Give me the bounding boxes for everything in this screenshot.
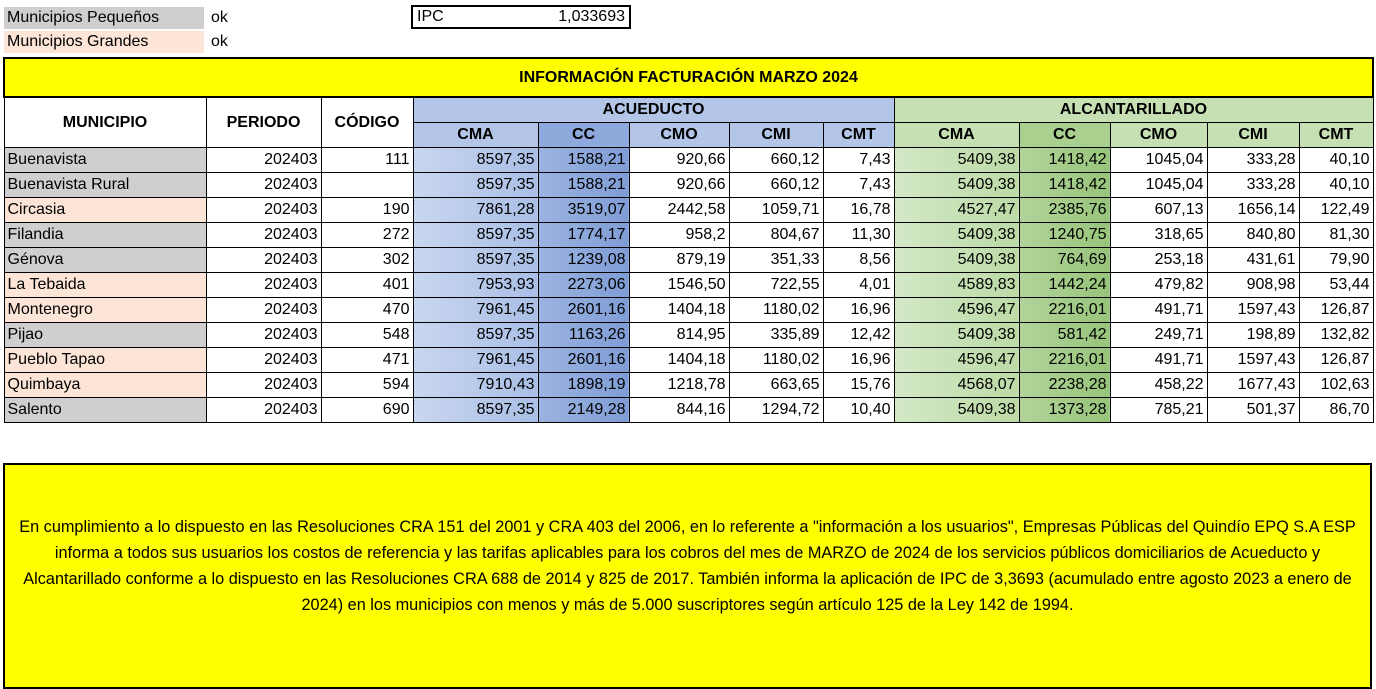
alc-cmi-cell: 501,37 bbox=[1207, 398, 1299, 423]
acu-cmo-cell: 844,16 bbox=[629, 398, 729, 423]
acu-cmo-cell: 1404,18 bbox=[629, 348, 729, 373]
acu-cc-cell: 1898,19 bbox=[538, 373, 629, 398]
acu-cma-cell: 8597,35 bbox=[413, 323, 538, 348]
alc-cmi-cell: 198,89 bbox=[1207, 323, 1299, 348]
periodo-cell: 202403 bbox=[206, 373, 321, 398]
acu-cma-cell: 7910,43 bbox=[413, 373, 538, 398]
periodo-cell: 202403 bbox=[206, 398, 321, 423]
periodo-cell: 202403 bbox=[206, 298, 321, 323]
municipio-cell: Pueblo Tapao bbox=[4, 348, 206, 373]
alc-cma-cell: 5409,38 bbox=[894, 323, 1019, 348]
acu-cmo-cell: 1218,78 bbox=[629, 373, 729, 398]
alc-cc-cell: 1373,28 bbox=[1019, 398, 1110, 423]
acu-cmo-cell: 879,19 bbox=[629, 248, 729, 273]
header-acu-cmi: CMI bbox=[729, 123, 823, 148]
alc-cmi-cell: 1677,43 bbox=[1207, 373, 1299, 398]
acu-cmo-cell: 814,95 bbox=[629, 323, 729, 348]
header-periodo: PERIODO bbox=[206, 97, 321, 148]
acu-cmt-cell: 16,78 bbox=[823, 198, 894, 223]
periodo-cell: 202403 bbox=[206, 323, 321, 348]
alc-cmt-cell: 53,44 bbox=[1299, 273, 1373, 298]
acu-cc-cell: 2149,28 bbox=[538, 398, 629, 423]
acu-cc-cell: 3519,07 bbox=[538, 198, 629, 223]
legend-big-label: Municipios Grandes bbox=[4, 31, 204, 53]
alc-cc-cell: 2238,28 bbox=[1019, 373, 1110, 398]
table-row bbox=[4, 373, 1373, 398]
header-alc-cmi: CMI bbox=[1207, 123, 1299, 148]
codigo-cell: 471 bbox=[321, 348, 413, 373]
acu-cmi-cell: 804,67 bbox=[729, 223, 823, 248]
acu-cmt-cell: 7,43 bbox=[823, 173, 894, 198]
alc-cmi-cell: 1597,43 bbox=[1207, 298, 1299, 323]
codigo-cell: 190 bbox=[321, 198, 413, 223]
periodo-cell: 202403 bbox=[206, 273, 321, 298]
acu-cma-cell: 8597,35 bbox=[413, 248, 538, 273]
acu-cmi-cell: 722,55 bbox=[729, 273, 823, 298]
acu-cma-cell: 7861,28 bbox=[413, 198, 538, 223]
acu-cmt-cell: 15,76 bbox=[823, 373, 894, 398]
periodo-cell: 202403 bbox=[206, 348, 321, 373]
table-row bbox=[4, 298, 1373, 323]
acu-cmo-cell: 1546,50 bbox=[629, 273, 729, 298]
acu-cc-cell: 1239,08 bbox=[538, 248, 629, 273]
header-acueducto: ACUEDUCTO bbox=[413, 97, 894, 123]
acu-cmo-cell: 2442,58 bbox=[629, 198, 729, 223]
alc-cc-cell: 1418,42 bbox=[1019, 148, 1110, 173]
acu-cc-cell: 2601,16 bbox=[538, 298, 629, 323]
acu-cmi-cell: 335,89 bbox=[729, 323, 823, 348]
header-acu-cma: CMA bbox=[413, 123, 538, 148]
acu-cc-cell: 1588,21 bbox=[538, 173, 629, 198]
header-alc-cma: CMA bbox=[894, 123, 1019, 148]
periodo-cell: 202403 bbox=[206, 223, 321, 248]
municipio-cell: Filandia bbox=[4, 223, 206, 248]
alc-cmo-cell: 458,22 bbox=[1110, 373, 1207, 398]
header-alc-cmt: CMT bbox=[1299, 123, 1373, 148]
acu-cmt-cell: 7,43 bbox=[823, 148, 894, 173]
ipc-box bbox=[411, 5, 631, 29]
alc-cmo-cell: 607,13 bbox=[1110, 198, 1207, 223]
alc-cmt-cell: 132,82 bbox=[1299, 323, 1373, 348]
alc-cmo-cell: 1045,04 bbox=[1110, 173, 1207, 198]
codigo-cell: 401 bbox=[321, 273, 413, 298]
acu-cmo-cell: 958,2 bbox=[629, 223, 729, 248]
acu-cmt-cell: 12,42 bbox=[823, 323, 894, 348]
acu-cc-cell: 2601,16 bbox=[538, 348, 629, 373]
codigo-cell: 548 bbox=[321, 323, 413, 348]
alc-cc-cell: 1418,42 bbox=[1019, 173, 1110, 198]
alc-cmo-cell: 249,71 bbox=[1110, 323, 1207, 348]
table-row bbox=[4, 323, 1373, 348]
alc-cmt-cell: 126,87 bbox=[1299, 298, 1373, 323]
alc-cmo-cell: 491,71 bbox=[1110, 348, 1207, 373]
municipio-cell: Buenavista bbox=[4, 148, 206, 173]
periodo-cell: 202403 bbox=[206, 198, 321, 223]
alc-cmi-cell: 333,28 bbox=[1207, 148, 1299, 173]
legend-small-label: Municipios Pequeños bbox=[4, 7, 204, 29]
ipc-value: 1,033693 bbox=[558, 8, 625, 25]
acu-cmo-cell: 920,66 bbox=[629, 173, 729, 198]
acu-cmi-cell: 660,12 bbox=[729, 148, 823, 173]
alc-cmi-cell: 840,80 bbox=[1207, 223, 1299, 248]
acu-cma-cell: 8597,35 bbox=[413, 398, 538, 423]
alc-cma-cell: 4527,47 bbox=[894, 198, 1019, 223]
municipio-cell: Quimbaya bbox=[4, 373, 206, 398]
alc-cmt-cell: 81,30 bbox=[1299, 223, 1373, 248]
acu-cma-cell: 8597,35 bbox=[413, 173, 538, 198]
header-municipio: MUNICIPIO bbox=[4, 97, 206, 148]
alc-cmi-cell: 908,98 bbox=[1207, 273, 1299, 298]
acu-cmi-cell: 351,33 bbox=[729, 248, 823, 273]
acu-cmi-cell: 663,65 bbox=[729, 373, 823, 398]
alc-cmt-cell: 122,49 bbox=[1299, 198, 1373, 223]
alc-cmt-cell: 40,10 bbox=[1299, 148, 1373, 173]
codigo-cell: 111 bbox=[321, 148, 413, 173]
alc-cma-cell: 5409,38 bbox=[894, 148, 1019, 173]
periodo-cell: 202403 bbox=[206, 248, 321, 273]
alc-cc-cell: 581,42 bbox=[1019, 323, 1110, 348]
acu-cc-cell: 1163,26 bbox=[538, 323, 629, 348]
acu-cc-cell: 1774,17 bbox=[538, 223, 629, 248]
alc-cma-cell: 5409,38 bbox=[894, 248, 1019, 273]
table-title: INFORMACIÓN FACTURACIÓN MARZO 2024 bbox=[4, 58, 1373, 97]
codigo-cell: 272 bbox=[321, 223, 413, 248]
acu-cma-cell: 7953,93 bbox=[413, 273, 538, 298]
alc-cmo-cell: 785,21 bbox=[1110, 398, 1207, 423]
alc-cc-cell: 1240,75 bbox=[1019, 223, 1110, 248]
table-row bbox=[4, 148, 1373, 173]
alc-cma-cell: 4589,83 bbox=[894, 273, 1019, 298]
table-row bbox=[4, 198, 1373, 223]
periodo-cell: 202403 bbox=[206, 148, 321, 173]
table-row bbox=[4, 398, 1373, 423]
alc-cmi-cell: 1656,14 bbox=[1207, 198, 1299, 223]
table-row bbox=[4, 248, 1373, 273]
acu-cmt-cell: 16,96 bbox=[823, 298, 894, 323]
table-row bbox=[4, 173, 1373, 198]
alc-cmo-cell: 491,71 bbox=[1110, 298, 1207, 323]
alc-cc-cell: 764,69 bbox=[1019, 248, 1110, 273]
municipio-cell: Génova bbox=[4, 248, 206, 273]
alc-cmo-cell: 1045,04 bbox=[1110, 148, 1207, 173]
alc-cma-cell: 5409,38 bbox=[894, 223, 1019, 248]
acu-cma-cell: 8597,35 bbox=[413, 148, 538, 173]
table-row bbox=[4, 223, 1373, 248]
ipc-label: IPC bbox=[417, 8, 444, 25]
alc-cmt-cell: 126,87 bbox=[1299, 348, 1373, 373]
legend-small-value: ok bbox=[211, 9, 228, 26]
alc-cmt-cell: 79,90 bbox=[1299, 248, 1373, 273]
acu-cmt-cell: 11,30 bbox=[823, 223, 894, 248]
alc-cma-cell: 5409,38 bbox=[894, 398, 1019, 423]
table-row bbox=[4, 348, 1373, 373]
alc-cc-cell: 2216,01 bbox=[1019, 348, 1110, 373]
header-alc-cmo: CMO bbox=[1110, 123, 1207, 148]
alc-cma-cell: 5409,38 bbox=[894, 173, 1019, 198]
table-body bbox=[4, 148, 1373, 423]
acu-cma-cell: 8597,35 bbox=[413, 223, 538, 248]
codigo-cell: 302 bbox=[321, 248, 413, 273]
municipio-cell: Circasia bbox=[4, 198, 206, 223]
alc-cc-cell: 1442,24 bbox=[1019, 273, 1110, 298]
codigo-cell: 690 bbox=[321, 398, 413, 423]
header-acu-cmo: CMO bbox=[629, 123, 729, 148]
alc-cc-cell: 2385,76 bbox=[1019, 198, 1110, 223]
alc-cmo-cell: 479,82 bbox=[1110, 273, 1207, 298]
acu-cmo-cell: 920,66 bbox=[629, 148, 729, 173]
municipio-cell: Pijao bbox=[4, 323, 206, 348]
alc-cmi-cell: 333,28 bbox=[1207, 173, 1299, 198]
periodo-cell: 202403 bbox=[206, 173, 321, 198]
acu-cc-cell: 1588,21 bbox=[538, 148, 629, 173]
header-acu-cmt: CMT bbox=[823, 123, 894, 148]
billing-table bbox=[3, 57, 1374, 423]
header-acu-cc: CC bbox=[538, 123, 629, 148]
table-row bbox=[4, 273, 1373, 298]
acu-cmt-cell: 8,56 bbox=[823, 248, 894, 273]
alc-cmt-cell: 102,63 bbox=[1299, 373, 1373, 398]
header-alcantarillado: ALCANTARILLADO bbox=[894, 97, 1373, 123]
alc-cma-cell: 4596,47 bbox=[894, 348, 1019, 373]
header-codigo: CÓDIGO bbox=[321, 97, 413, 148]
municipio-cell: Buenavista Rural bbox=[4, 173, 206, 198]
acu-cmi-cell: 1180,02 bbox=[729, 298, 823, 323]
codigo-cell bbox=[321, 173, 413, 198]
acu-cmi-cell: 660,12 bbox=[729, 173, 823, 198]
legend-big-value: ok bbox=[211, 33, 228, 50]
notice-box bbox=[3, 463, 1372, 689]
acu-cmi-cell: 1294,72 bbox=[729, 398, 823, 423]
alc-cma-cell: 4568,07 bbox=[894, 373, 1019, 398]
alc-cmi-cell: 1597,43 bbox=[1207, 348, 1299, 373]
municipio-cell: Salento bbox=[4, 398, 206, 423]
acu-cma-cell: 7961,45 bbox=[413, 298, 538, 323]
alc-cma-cell: 4596,47 bbox=[894, 298, 1019, 323]
alc-cmt-cell: 40,10 bbox=[1299, 173, 1373, 198]
municipio-cell: Montenegro bbox=[4, 298, 206, 323]
alc-cc-cell: 2216,01 bbox=[1019, 298, 1110, 323]
acu-cma-cell: 7961,45 bbox=[413, 348, 538, 373]
acu-cc-cell: 2273,06 bbox=[538, 273, 629, 298]
acu-cmi-cell: 1059,71 bbox=[729, 198, 823, 223]
codigo-cell: 594 bbox=[321, 373, 413, 398]
municipio-cell: La Tebaida bbox=[4, 273, 206, 298]
alc-cmi-cell: 431,61 bbox=[1207, 248, 1299, 273]
acu-cmt-cell: 4,01 bbox=[823, 273, 894, 298]
acu-cmt-cell: 16,96 bbox=[823, 348, 894, 373]
notice-text: En cumplimiento a lo dispuesto en las Resoluciones CRA 151 del 2001 y CRA 403 del 2006, en lo referente a "información a los usuarios", Empresas Públicas del Quindío EPQ S.A ESP informa a todos sus usuarios los costos de referencia y las tarifas aplicables para los cobros del mes de MARZO de 2024 de los servicios públicos domiciliarios de Acueducto y Alcantarillado conforme a lo dispuesto en las Resoluciones CRA 688 de 2014 y 825 de 2017. También informa la aplicación de IPC de 3,3693 (acumulado entre agosto 2023 a enero de 2024) en los municipios con menos y más de 5.000 suscriptores según artículo 125 de la Ley 142 de 1994. bbox=[19, 518, 1356, 614]
acu-cmo-cell: 1404,18 bbox=[629, 298, 729, 323]
alc-cmt-cell: 86,70 bbox=[1299, 398, 1373, 423]
acu-cmi-cell: 1180,02 bbox=[729, 348, 823, 373]
codigo-cell: 470 bbox=[321, 298, 413, 323]
acu-cmt-cell: 10,40 bbox=[823, 398, 894, 423]
header-alc-cc: CC bbox=[1019, 123, 1110, 148]
alc-cmo-cell: 253,18 bbox=[1110, 248, 1207, 273]
alc-cmo-cell: 318,65 bbox=[1110, 223, 1207, 248]
